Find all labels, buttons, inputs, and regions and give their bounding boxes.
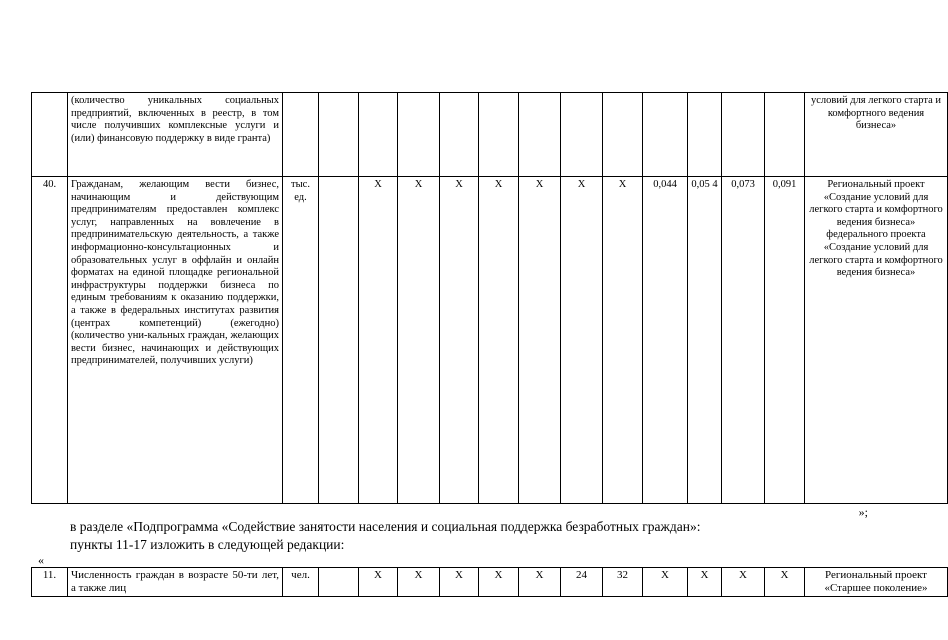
value-cell: Х: [398, 177, 440, 504]
project-cell: Региональный проект «Старшее поколение»: [805, 568, 948, 597]
value-cell: [603, 93, 643, 177]
unit-cell: [283, 93, 319, 177]
indicator-name: Гражданам, желающим вести бизнес, начинающим и действующим предпринимателям предоставлен комплекс услуг, направленных на вовлечение в предпринимательскую деятельность, а также информационно-консультационных и образовательных услуг в оффлайн и онлайн форматах на единой площадке региональной инфраструктуры поддержки бизнеса по единым требованиям к оказанию поддержки, а также в федеральных институтах развития (центрах компетенций) (ежегодно) (количество уни-кальных граждан, желающих вести бизнес, начинающих и действующих предпринимателей, получивших услуги): [68, 177, 283, 504]
value-cell: Х: [722, 568, 765, 597]
section-paragraph: в разделе «Подпрограмма «Содействие занятости населения и социальная поддержка безработных граждан»:: [70, 519, 701, 534]
row-number: 11.: [32, 568, 68, 597]
value-cell: [398, 93, 440, 177]
value-cell: [440, 93, 479, 177]
value-cell: Х: [688, 568, 722, 597]
value-cell: Х: [359, 568, 398, 597]
value-cell: [722, 93, 765, 177]
value-cell: Х: [643, 568, 688, 597]
table-row: [32, 568, 948, 597]
value-cell: Х: [561, 177, 603, 504]
value-cell: 0,073: [722, 177, 765, 504]
table-row: [32, 93, 948, 177]
value-cell: [519, 93, 561, 177]
value-cell: Х: [519, 177, 561, 504]
value-cell: Х: [519, 568, 561, 597]
project-cell: Региональный проект «Создание условий для легкого старта и комфортного ведения бизнеса» федерального проекта «Создание условий для легкого старта и комфортного ведения бизнеса»: [805, 177, 948, 504]
row-number: 40.: [32, 177, 68, 504]
value-cell: 0,091: [765, 177, 805, 504]
opening-quote: «: [38, 553, 44, 567]
instruction-paragraph: пункты 11-17 изложить в следующей редакции:: [70, 537, 345, 552]
table-row: [32, 177, 948, 504]
value-cell: Х: [359, 177, 398, 504]
value-cell: Х: [398, 568, 440, 597]
indicators-table-bottom: [31, 567, 948, 597]
value-cell: Х: [440, 568, 479, 597]
value-cell: [688, 93, 722, 177]
indicators-table-top: [31, 92, 948, 504]
closing-quote: »;: [858, 505, 868, 519]
value-cell: [359, 93, 398, 177]
value-cell: 0,05 4: [688, 177, 722, 504]
value-cell: 0,044: [643, 177, 688, 504]
value-cell: [765, 93, 805, 177]
value-cell: [479, 93, 519, 177]
value-cell: [319, 93, 359, 177]
indicator-name: (количество уникальных социальных предприятий, включенных в реестр, в том числе получивших комплексные услуги и (или) финансовую поддержку в виде гранта): [68, 93, 283, 177]
value-cell: [319, 568, 359, 597]
value-cell: [319, 177, 359, 504]
value-cell: Х: [440, 177, 479, 504]
unit-cell: чел.: [283, 568, 319, 597]
project-cell: условий для легкого старта и комфортного ведения бизнеса»: [805, 93, 948, 177]
value-cell: 24: [561, 568, 603, 597]
value-cell: Х: [479, 568, 519, 597]
indicator-name: Численность граждан в возрасте 50-ти лет, а также лиц: [68, 568, 283, 597]
value-cell: Х: [765, 568, 805, 597]
value-cell: [561, 93, 603, 177]
row-number: [32, 93, 68, 177]
unit-cell: тыс. ед.: [283, 177, 319, 504]
value-cell: Х: [603, 177, 643, 504]
value-cell: 32: [603, 568, 643, 597]
value-cell: Х: [479, 177, 519, 504]
value-cell: [643, 93, 688, 177]
